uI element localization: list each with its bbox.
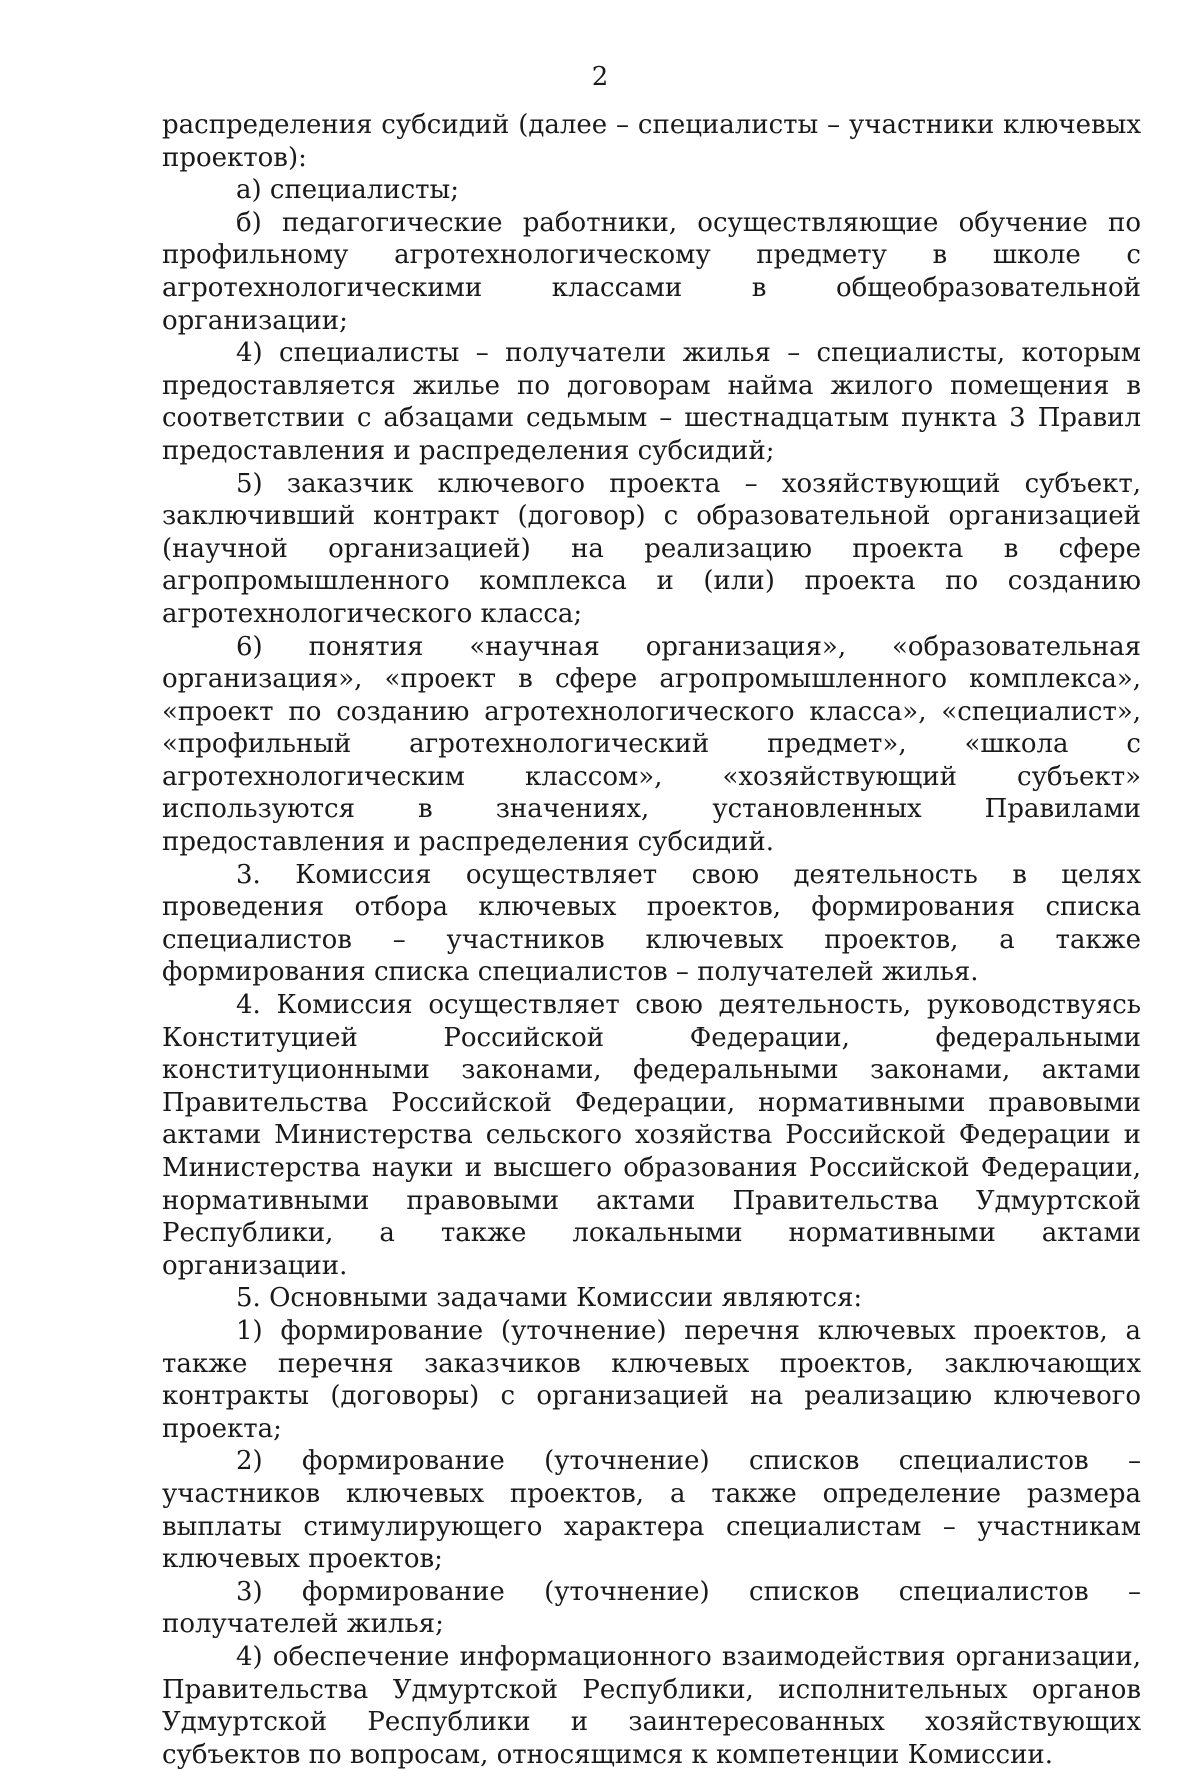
paragraph-section-3: 3. Комиссия осуществляет свою деятельность в целях проведения отбора ключевых проектов, формирования списка специалистов – участников ключевых проектов, а также формирования списка специалистов – получателей жилья. <box>162 859 1141 988</box>
page-number: 2 <box>591 62 609 92</box>
document-body <box>162 109 1141 1771</box>
paragraph-task-2: 2) формирование (уточнение) списков специалистов – участников ключевых проектов, а также определение размера выплаты стимулирующего характера специалистам – участникам ключевых проектов; <box>162 1446 1141 1575</box>
paragraph-continuation: распределения субсидий (далее – специалисты – участники ключевых проектов): <box>162 110 1141 173</box>
paragraph-item-4: 4) специалисты – получатели жилья – специалисты, которым предоставляется жилье по договорам найма жилого помещения в соответствии с абзацами седьмым – шестнадцатым пункта 3 Правил предоставления и распределения субсидий; <box>162 338 1141 466</box>
paragraph-task-3: 3) формирование (уточнение) списков специалистов – получателей жилья; <box>162 1576 1141 1640</box>
paragraph-item-6: 6) понятия «научная организация», «образовательная организация», «проект в сфере агропромышленного комплекса», «проект по созданию агротехнологического класса», «специалист», «профильный агротехнологический предмет», «школа с агротехнологическим классом», «хозяйствующий субъект» используются в значениях, установленных Правилами предоставления и распределения субсидий. <box>162 631 1141 858</box>
paragraph-task-1: 1) формирование (уточнение) перечня ключевых проектов, а также перечня заказчиков ключевых проектов, заключающих контракты (договоры) с организацией на реализацию ключевого проекта; <box>162 1315 1141 1444</box>
paragraph-task-4: 4) обеспечение информационного взаимодействия организации, Правительства Удмуртской Республики, исполнительных органов Удмуртской Республики и заинтересованных хозяйствующих субъектов по вопросам, относящимся к компетенции Комиссии. <box>162 1641 1141 1770</box>
paragraph-item-a: а) специалисты; <box>236 175 459 206</box>
paragraph-section-5: 5. Основными задачами Комиссии являются: <box>236 1283 863 1314</box>
paragraph-section-4: 4. Комиссия осуществляет свою деятельность, руководствуясь Конституцией Российской Федерации, федеральными конституционными законами, федеральными законами, актами Правительства Российской Федерации, нормативными правовыми актами Министерства сельского хозяйства Российской Федерации и Министерства науки и высшего образования Российской Федерации, нормативными правовыми актами Правительства Удмуртской Республики, а также локальными нормативными актами организации. <box>162 990 1141 1281</box>
paragraph-item-b: б) педагогические работники, осуществляющие обучение по профильному агротехнологическому предмету в школе с агротехнологическими классами в общеобразовательной организации; <box>162 207 1141 336</box>
paragraph-item-5: 5) заказчик ключевого проекта – хозяйствующий субъект, заключивший контракт (договор) с образовательной организацией (научной организацией) на реализацию проекта в сфере агропромышленного комплекса и (или) проекта по созданию агротехнологического класса; <box>162 468 1141 629</box>
